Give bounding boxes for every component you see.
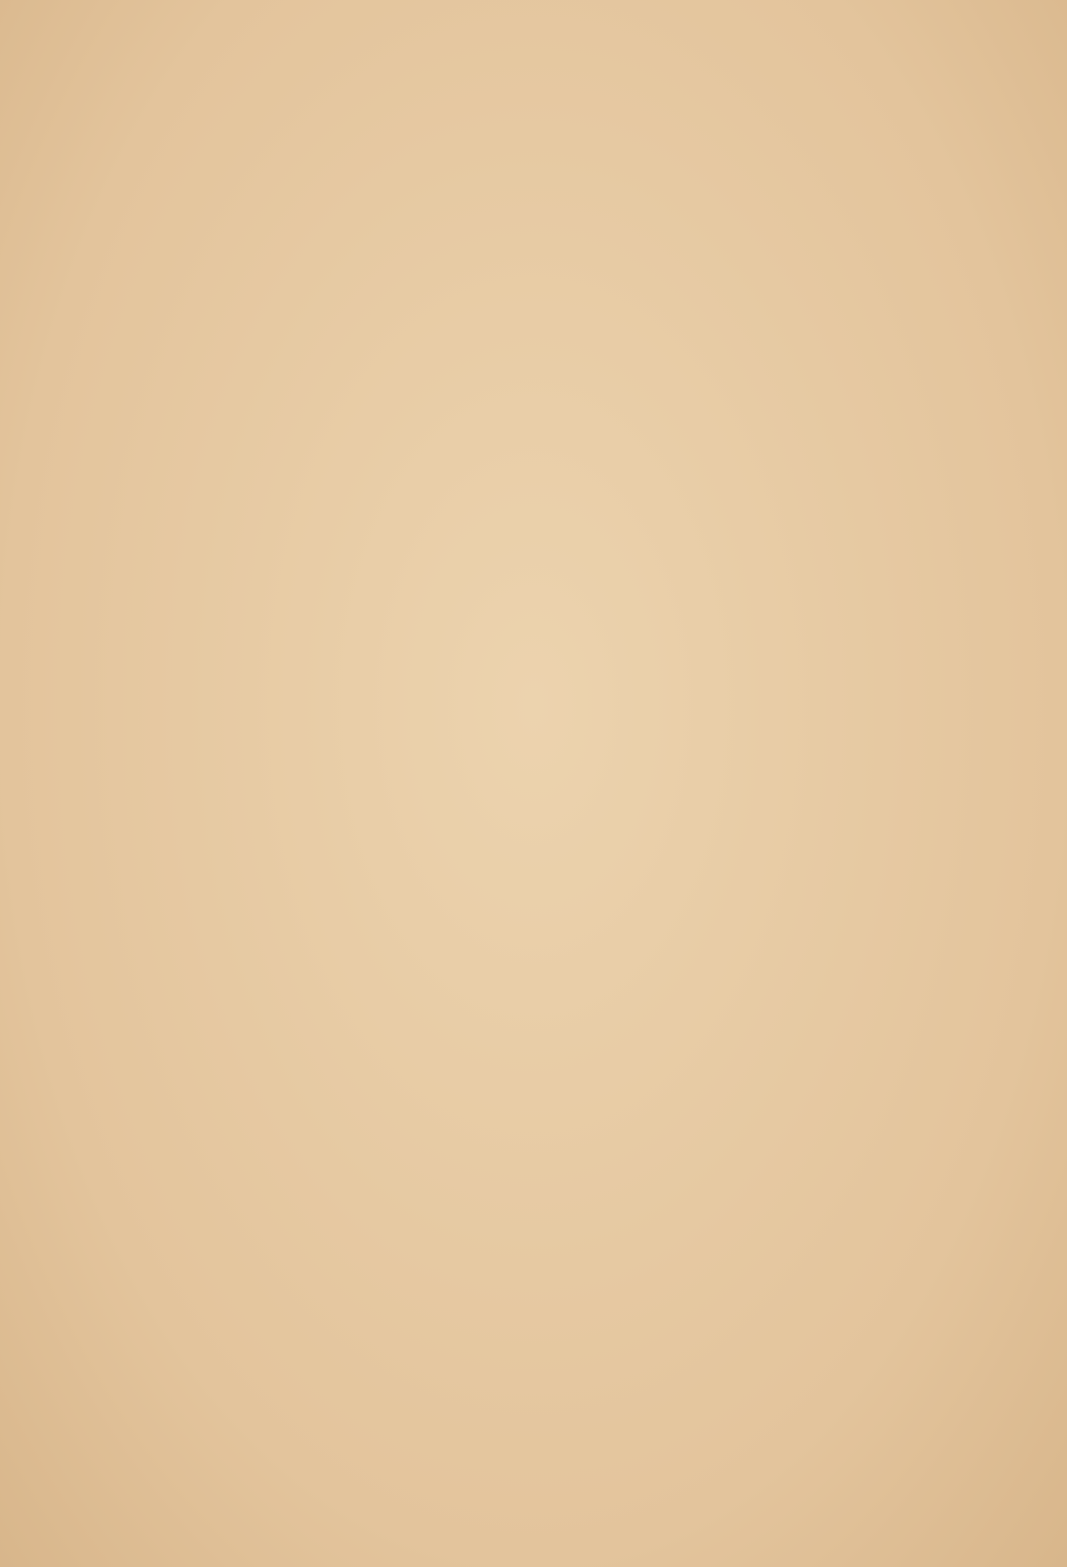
text-band-top xyxy=(84,70,1009,530)
text-band-middle xyxy=(84,552,1009,1012)
text-band-bottom xyxy=(84,1058,1009,1518)
